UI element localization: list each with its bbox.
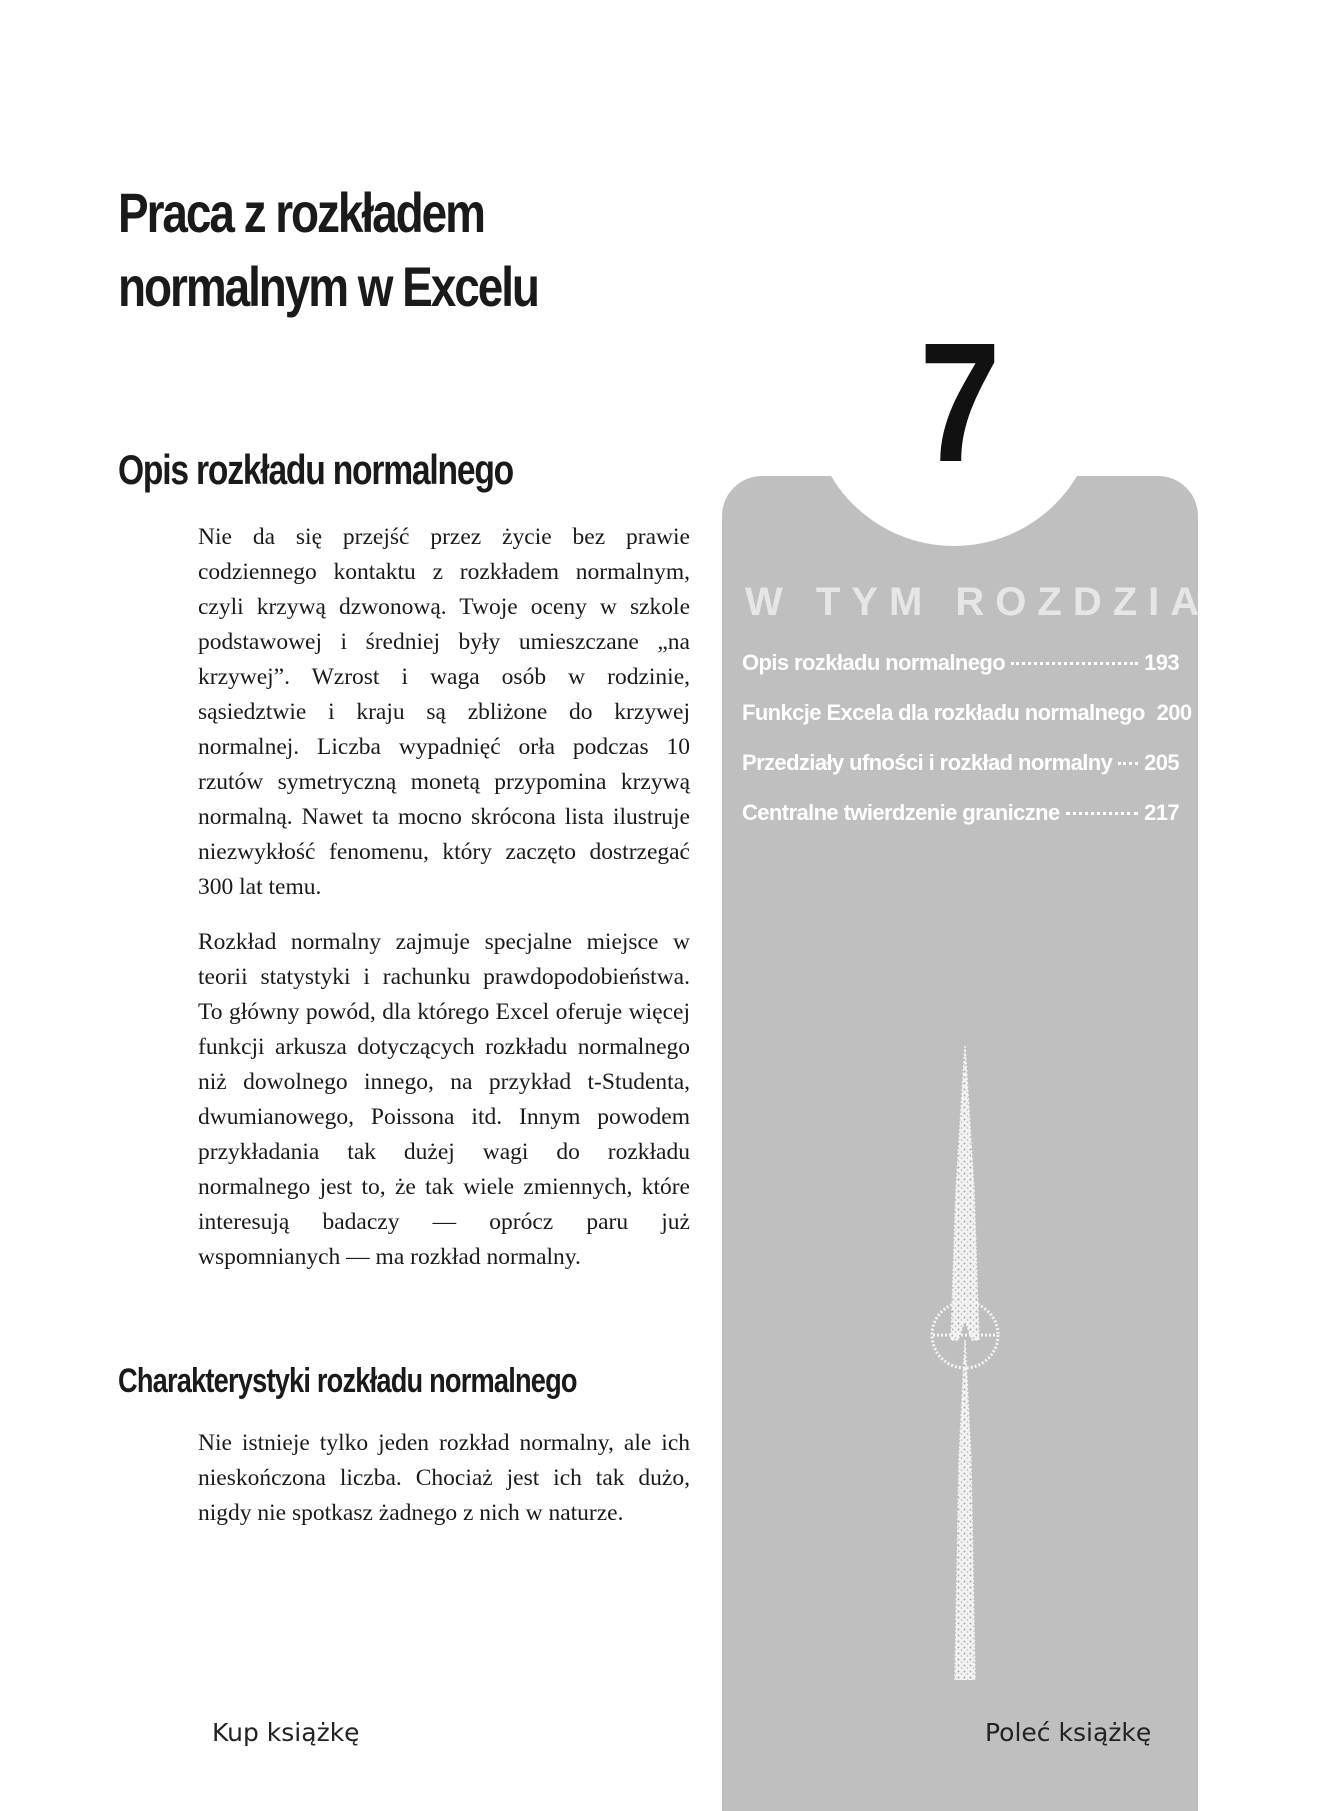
- toc-item-label: Funkcje Excela dla rozkładu normalnego: [742, 700, 1145, 725]
- chapter-title: Praca z rozkładem normalnym w Excelu: [118, 181, 538, 318]
- toc-item-label: Opis rozkładu normalnego: [742, 650, 1006, 675]
- subsection-title: Charakterystyki rozkładu normalnego: [118, 1362, 577, 1400]
- toc-item-page: 193: [1144, 650, 1179, 675]
- chapter-number: 7: [919, 308, 1001, 498]
- toc-item-page: 205: [1144, 750, 1179, 775]
- chapter-toc: [742, 650, 1192, 850]
- buy-book-link[interactable]: Kup książkę: [212, 1718, 360, 1747]
- toc-leader-dots: [1066, 812, 1138, 815]
- section-title: Opis rozkładu normalnego: [118, 446, 513, 493]
- body-paragraph: Nie da się przejść przez życie bez prawie codziennego kontaktu z rozkładem normalnym, czyli krzywą dzwonową. Twoje oceny w szkole podstawowej i średniej były umieszczane „na krzywej”. Wzrost i waga osób w rodzinie, sąsiedztwie i kraju są zbliżone do krzywej normalnej. Liczba wypadnięć orła podczas 10 rzutów symetryczną monetą przypomina krzywą normalną. Nawet ta mocno skrócona lista ilustruje niezwykłość fenomenu, który zaczęto dostrzegać 300 lat temu.: [198, 524, 690, 900]
- spire-ornament-icon: [915, 1040, 1015, 1680]
- toc-item-page: 200: [1156, 700, 1192, 725]
- toc-leader-dots: [1118, 762, 1138, 765]
- toc-item-label: Przedziały ufności i rozkład normalny: [742, 750, 1113, 775]
- body-paragraph: Nie istnieje tylko jeden rozkład normalny, ale ich nieskończona liczba. Chociaż jest ich tak dużo, nigdy nie spotkasz żadnego z nich w naturze.: [198, 1430, 690, 1526]
- toc-item[interactable]: [742, 800, 1179, 850]
- toc-item-label: Centralne twierdzenie graniczne: [742, 800, 1060, 825]
- recommend-book-link[interactable]: Poleć książkę: [985, 1718, 1152, 1747]
- toc-item-page: 217: [1144, 800, 1179, 825]
- sidebar-heading: W TYM ROZDZIALE:: [745, 580, 1308, 624]
- toc-item[interactable]: [742, 700, 1192, 750]
- toc-item[interactable]: [742, 650, 1179, 700]
- toc-item[interactable]: [742, 750, 1179, 800]
- body-paragraph: Rozkład normalny zajmuje specjalne miejsce w teorii statystyki i rachunku prawdopodobieństwa. To główny powód, dla którego Excel oferuje więcej funkcji arkusza dotyczących rozkładu normalnego niż dowolnego innego, na przykład t-Studenta, dwumianowego, Poissona itd. Innym powodem przykładania tak dużej wagi do rozkładu normalnego jest to, że tak wiele zmiennych, które interesują badaczy — oprócz paru już wspomnianych — ma rozkład normalny.: [198, 929, 690, 1270]
- toc-leader-dots: [1011, 662, 1138, 665]
